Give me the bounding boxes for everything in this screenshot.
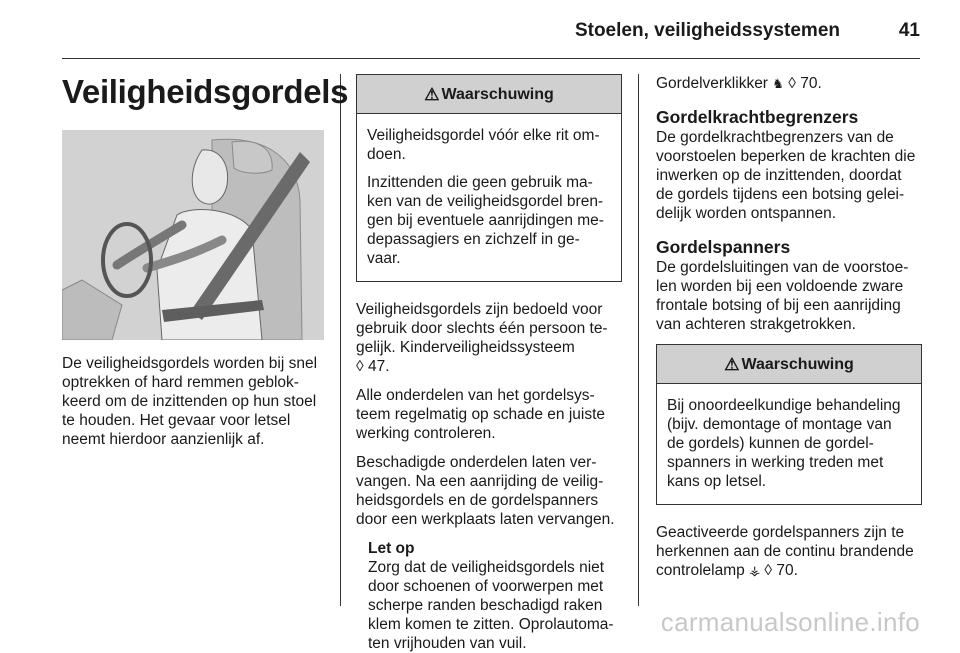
paragraph-text: Veiligheidsgordels zijn bedoeld voor gebruik door slechts één persoon te-gelijk. Kinderveiligheidssysteem (356, 301, 608, 356)
page-heading: Veiligheidsgordels (62, 73, 349, 110)
note-text: Zorg dat de veiligheidsgordels niet door schoenen of voorwerpen met scherpe randen beschadigd raken klem komen te zitten. Oprolautoma-ten vrijhouden van vuil. (368, 559, 614, 652)
intro-paragraph: De veiligheidsgordels worden bij snel optrekken of hard remmen geblok-keerd om de inzittenden op hun stoel te houden. Het gevaar voor letsel neemt hierdoor aanzienlijk af. (62, 355, 318, 448)
warning-box (656, 344, 922, 505)
seatbelt-illustration (62, 130, 324, 340)
paragraph (356, 300, 622, 376)
warning-box (356, 74, 622, 282)
column-2 (356, 74, 622, 653)
page-reference: ◊ 47. (356, 358, 390, 375)
seatbelt-reminder-icon: ♞ (772, 76, 784, 91)
warning-text: Bij onoordeelkundige behandeling (bijv. demontage of montage van de gordels) kunnen de gordel-spanners in werking treden met kans op letsel. (667, 397, 901, 490)
paragraph: De gordelsluitingen van de voorstoe-len worden bij een voldoende zware frontale botsing of bij een aanrijding van achteren strakgetrokken. (656, 259, 909, 333)
warning-body (657, 384, 921, 504)
page-number: 41 (898, 20, 920, 41)
paragraph-text: Geactiveerde gordelspanners zijn te herkennen aan de continu brandende controlelamp (656, 524, 914, 579)
column-divider (638, 74, 639, 606)
subheading: Gordelkrachtbegrenzers (656, 107, 859, 127)
note-title: Let op (368, 540, 415, 557)
note-block (356, 539, 622, 653)
paragraph: Alle onderdelen van het gordelsys-teem regelmatig op schade en juiste werking controleren. (356, 387, 606, 442)
paragraph: Beschadigde onderdelen laten ver-vangen. Na een aanrijding de veilig-heidsgordels en de gordelspanners door een werkplaats laten vervangen. (356, 454, 615, 528)
paragraph-text: Gordelverklikker (656, 75, 768, 92)
column-1 (62, 73, 349, 459)
page-reference: ◊ 70. (788, 75, 822, 92)
airbag-warning-icon: ⚶ (749, 563, 761, 578)
header-rule (62, 58, 920, 59)
warning-header (657, 345, 921, 384)
paragraph: De gordelkrachtbegrenzers van de voorstoelen beperken de krachten die inwerken op de inzittenden, doordat de gordels tijdens een botsing gelei-delijk worden ontspannen. (656, 129, 916, 222)
column-3 (656, 74, 922, 590)
warning-title: Waarschuwing (441, 85, 554, 103)
page-reference: ◊ 70. (764, 562, 798, 579)
watermark: carmanualsonline.info (660, 607, 920, 637)
warning-triangle-icon: ⚠ (424, 84, 440, 104)
warning-header (357, 75, 621, 114)
warning-text: Veiligheidsgordel vóór elke rit om-doen. (367, 127, 600, 163)
warning-triangle-icon: ⚠ (724, 354, 740, 374)
page-header (62, 10, 920, 48)
paragraph (656, 523, 922, 580)
subheading: Gordelspanners (656, 237, 791, 257)
warning-body (357, 114, 621, 281)
column-divider (340, 74, 341, 606)
warning-text: Inzittenden die geen gebruik ma-ken van de veiligheidsgordel bren-gen bij eventuele aanrijdingen me-depassagiers en zichzelf in ge-vaar. (367, 174, 604, 267)
paragraph (656, 74, 922, 93)
section-title: Stoelen, veiligheidssystemen (574, 20, 840, 41)
warning-title: Waarschuwing (741, 355, 854, 373)
seatbelt-figure-svg (62, 130, 324, 340)
